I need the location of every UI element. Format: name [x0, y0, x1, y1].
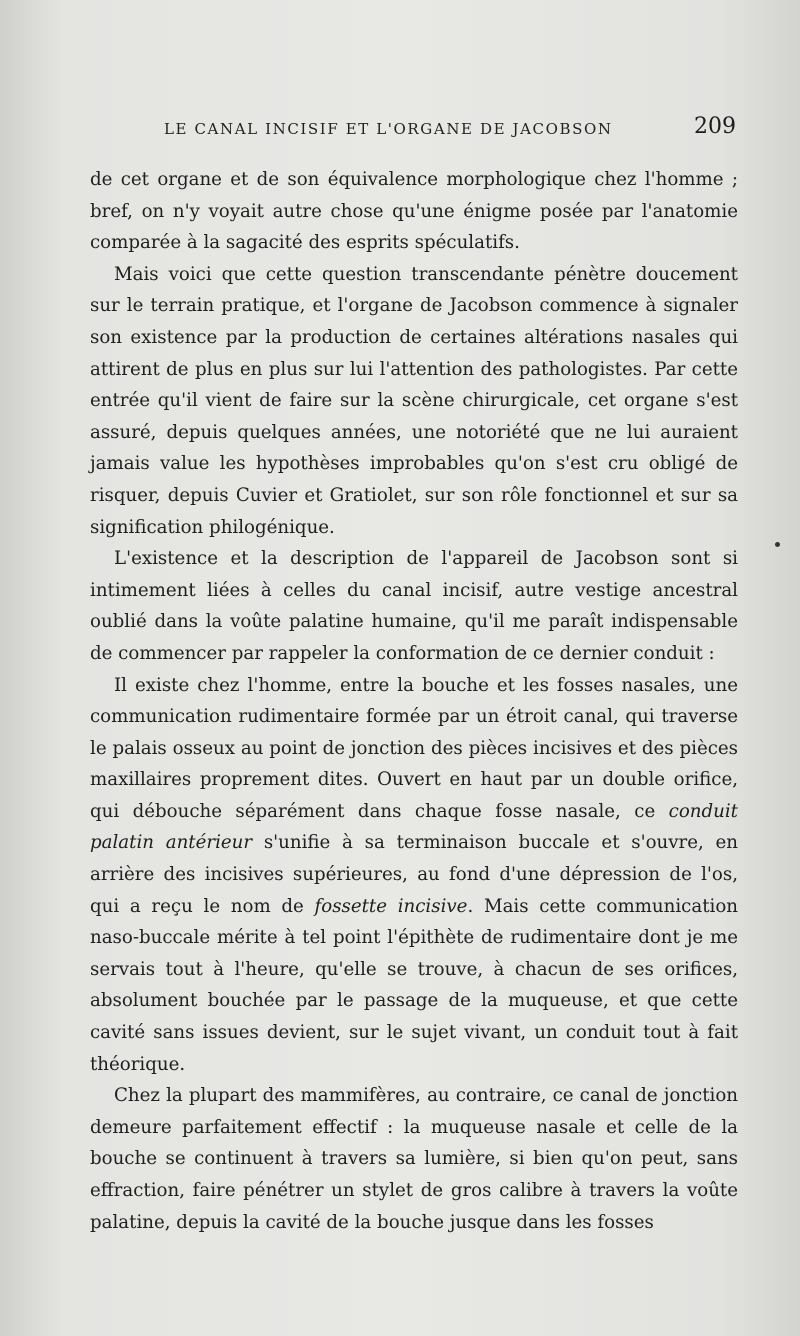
text-segment: L'existence et la description de l'appareil de Jacobson sont si intimement liées à celles du canal incisif, autre vestige ancestral oublié dans la voûte palatine humaine, qu'il me paraît indispensable de commencer par rappeler la conformation de ce dernier conduit :: [90, 548, 738, 664]
text-segment: Mais voici que cette question transcendante pénètre doucement sur le terrain pratique, et l'organe de Jacobson commence à signaler son existence par la production de certaines altérations nasales qui attirent de plus en plus sur lui l'attention des pathologistes. Par cette entrée qu'il vient de faire sur la scène chirurgicale, cet organe s'est assuré, depuis quelques années, une notoriété que ne lui auraient jamais value les hypothèses improbables qu'on s'est cru obligé de risquer, depuis Cuvier et Gratiolet, sur son rôle fonctionnel et sur sa signification philogénique.: [90, 263, 738, 538]
paragraph: [90, 164, 738, 259]
page-number: 209: [694, 114, 736, 139]
margin-dot: [775, 542, 780, 547]
paragraph: [90, 543, 738, 669]
paragraph: [90, 670, 738, 1081]
text-segment: . Mais cette communication naso-buccale mérite à tel point l'épithète de rudimentaire dont je me servais tout à l'heure, qu'elle se trouve, à chacun de ses orifices, absolument bouchée par le passage de la muqueuse, et que cette cavité sans issues devient, sur le sujet vivant, un conduit tout à fait théorique.: [90, 895, 738, 1075]
paragraph: [90, 259, 738, 543]
running-title: LE CANAL INCISIF ET L'ORGANE DE JACOBSON: [164, 120, 613, 138]
italic-term: conduit palatin antérieur: [90, 800, 738, 854]
italic-term: fossette incisive: [314, 895, 468, 917]
text-segment: de cet organe et de son équivalence morphologique chez l'homme ; bref, on n'y voyait autre chose qu'une énigme posée par l'anatomie comparée à la sagacité des esprits spéculatifs.: [90, 169, 738, 254]
paragraph: [90, 1080, 738, 1238]
text-segment: Chez la plupart des mammifères, au contraire, ce canal de jonction demeure parfaitement effectif : la muqueuse nasale et celle de la bouche se continuent à travers sa lumière, si bien qu'on peut, sans effraction, faire pénétrer un stylet de gros calibre à travers la voûte palatine, depuis la cavité de la bouche jusque dans les fosses: [90, 1085, 738, 1233]
body-text: [90, 164, 738, 1238]
running-head: [92, 114, 742, 154]
text-segment: s'unifie à sa terminaison buccale et s'ouvre, en arrière des incisives supérieures, au fond d'une dépression de l'os, qui a reçu le nom de: [90, 832, 739, 917]
text-segment: Il existe chez l'homme, entre la bouche et les fosses nasales, une communication rudimentaire formée par un étroit canal, qui traverse le palais osseux au point de jonction des pièces incisives et des pièces maxillaires proprement dites. Ouvert en haut par un double orifice, qui débouche séparément dans chaque fosse nasale, ce: [90, 674, 738, 822]
